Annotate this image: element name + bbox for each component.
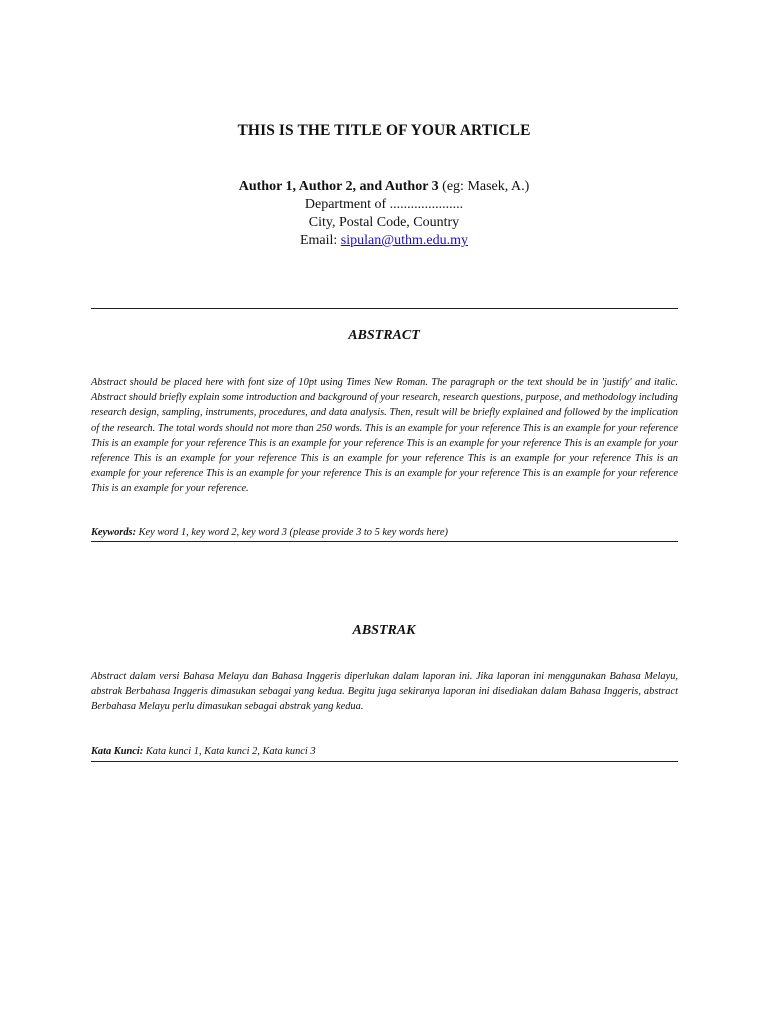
abstract-heading: ABSTRACT	[348, 328, 420, 343]
kata-kunci-text: Kata kunci 1, Kata kunci 2, Kata kunci 3	[143, 746, 316, 757]
author-line	[0, 178, 768, 196]
email-link[interactable]: sipulan@uthm.edu.my	[340, 233, 469, 248]
address: City, Postal Code, Country	[308, 215, 460, 230]
author-names: Author 1, Author 2, and Author 3	[238, 179, 439, 194]
email-line	[0, 232, 768, 250]
keywords-line	[91, 526, 678, 540]
kata-kunci-line	[91, 745, 678, 759]
email-label: Email:	[299, 233, 341, 248]
top-divider	[91, 308, 678, 309]
author-example: (eg: Masek, A.)	[442, 179, 530, 194]
kata-kunci-label: Kata Kunci:	[91, 746, 144, 757]
keywords-text: Key word 1, key word 2, key word 3 (please provide 3 to 5 key words here)	[136, 527, 448, 538]
keywords-label: Keywords:	[91, 527, 137, 538]
abstrak-text: Abstract dalam versi Bahasa Melayu dan Bahasa Inggeris diperlukan dalam laporan ini. Jika laporan ini menggunakan Bahasa Melayu, abstrak Berbahasa Inggeris dimasukan sebagai yang kedua. Begitu juga sekiranya laporan ini disediakan dalam Bahasa Inggeris, abstract Berbahasa Melayu perlu dimasukan sebagai abstrak yang kedua.	[91, 671, 678, 713]
abstrak-divider	[91, 761, 678, 762]
abstract-divider	[91, 541, 678, 542]
abstract-text: Abstract should be placed here with font size of 10pt using Times New Roman. The paragraph or the text should be in 'justify' and italic. Abstract should briefly explain some introduction and background of your research, research questions, purpose, and methodology including research design, sampling, instruments, procedures, and data analysis. Then, result will be briefly explained and followed by the implication of the research. The total words should not more than 250 words. This is an example for your reference This is an example for your reference This is an example for your reference This is an example for your reference This is an example for your reference This is an example for your reference This is an example for your reference This is an example for your reference This is an example for your reference This is an example for your reference This is an example for your reference This is an example for your reference This is an example for your reference This is an example for your reference.	[91, 377, 678, 495]
abstrak-heading: ABSTRAK	[352, 623, 416, 638]
author-block	[0, 178, 768, 250]
department: Department of .....................	[304, 197, 464, 212]
article-title: THIS IS THE TITLE OF YOUR ARTICLE	[237, 122, 531, 139]
